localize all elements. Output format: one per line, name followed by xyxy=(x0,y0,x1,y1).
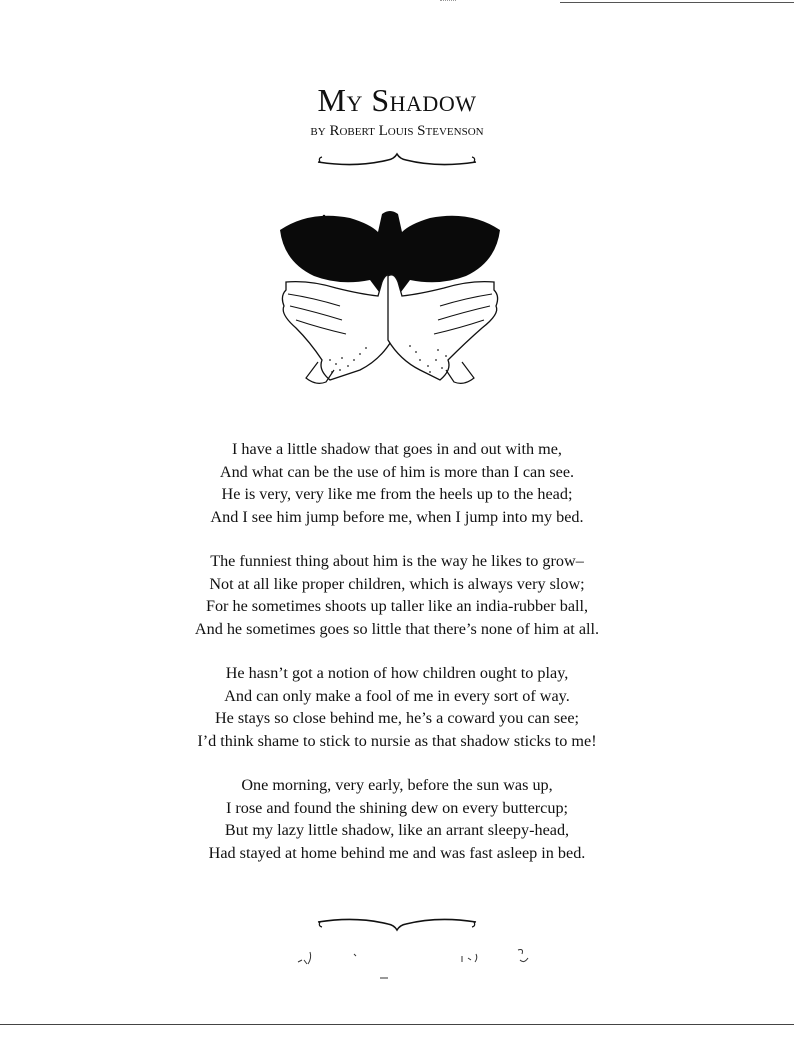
flourish-divider-top xyxy=(316,148,478,170)
poem-line: And what can be the use of him is more than I can see. xyxy=(219,462,575,481)
poem-title: My Shadow xyxy=(317,82,477,118)
poem-line: And can only make a fool of me in every sort of way. xyxy=(224,686,570,705)
poem-line: For he sometimes shoots up taller like an india-rubber ball, xyxy=(205,597,589,615)
header xyxy=(0,82,794,140)
poem-line: I’d think shame to stick to nursie as that shadow sticks to me! xyxy=(197,731,597,750)
poem-line: I rose and found the shining dew on every buttercup; xyxy=(225,798,569,817)
stanza xyxy=(0,438,794,528)
hand-shadow-bird-illustration xyxy=(270,210,510,390)
poem-line: He is very, very like me from the heels up to the head; xyxy=(221,485,573,503)
poem-byline: by Robert Louis Stevenson xyxy=(310,123,484,139)
stanza xyxy=(0,774,794,864)
poem-line: And I see him jump before me, when I jump into my bed. xyxy=(210,507,584,526)
poem-line: I have a little shadow that goes in and out with me, xyxy=(232,440,562,458)
poem-line: Had stayed at home behind me and was fast asleep in bed. xyxy=(208,843,586,862)
bottom-rule xyxy=(0,1024,794,1025)
faint-scan-marks xyxy=(0,944,794,984)
poem-line: He hasn’t got a notion of how children ought to play, xyxy=(225,664,569,682)
poem-line: Not at all like proper children, which is always very slow; xyxy=(209,574,585,593)
poem-line: One morning, very early, before the sun was up, xyxy=(241,776,553,794)
top-rule xyxy=(560,2,794,3)
stanza xyxy=(0,662,794,752)
poem-line: The funniest thing about him is the way he likes to grow– xyxy=(210,552,584,570)
poem-line: And he sometimes goes so little that there’s none of him at all. xyxy=(194,619,600,638)
poem-body xyxy=(0,438,794,886)
poem-line: He stays so close behind me, he’s a coward you can see; xyxy=(214,709,580,727)
scan-mark xyxy=(440,0,456,3)
poem-line: But my lazy little shadow, like an arrant sleepy-head, xyxy=(224,821,570,839)
stanza xyxy=(0,550,794,640)
flourish-divider-bottom xyxy=(316,914,478,936)
